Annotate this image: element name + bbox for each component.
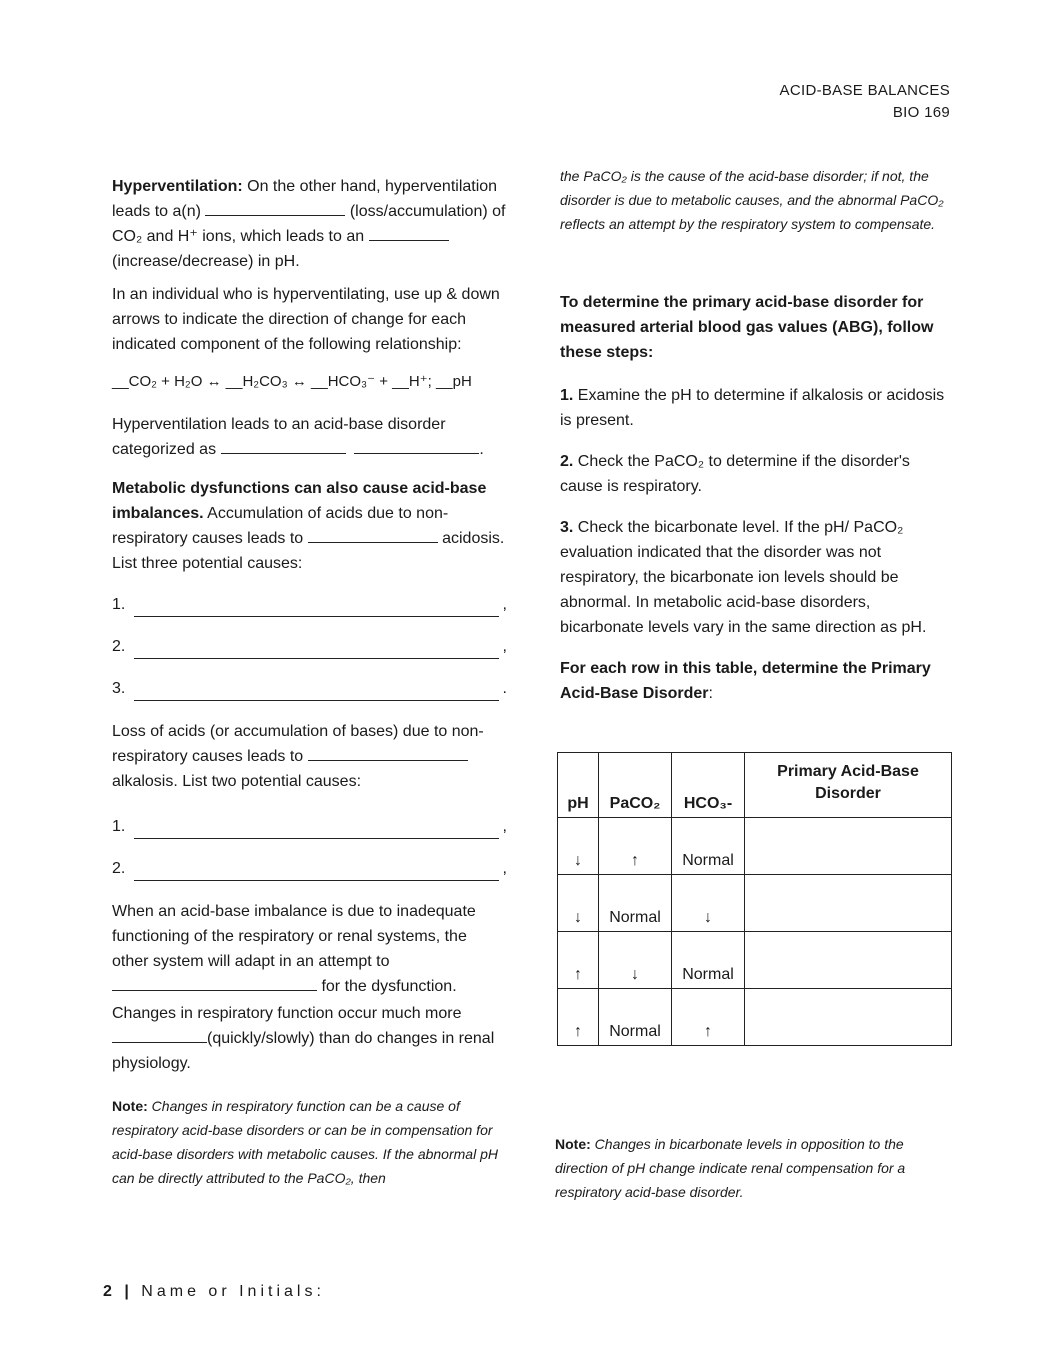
doc-title: ACID-BASE BALANCES xyxy=(779,82,950,99)
hyperventilation-paragraph: Hyperventilation: On the other hand, hyperventilation leads to a(n) (loss/accumulation) of CO₂ and H⁺ ions, which leads to an (increase/decrease) in pH. xyxy=(112,178,506,270)
disorder-answer-cell[interactable] xyxy=(745,989,952,1046)
alkalosis-paragraph: Loss of acids (or accumulation of bases) due to non-respiratory causes leads to alkalosis. List two potential causes: xyxy=(112,723,484,790)
increase-decrease-blank[interactable] xyxy=(369,226,449,241)
table-header-row xyxy=(558,753,952,818)
disorder-answer-cell[interactable] xyxy=(745,875,952,932)
disorder-answer-cell[interactable] xyxy=(745,818,952,875)
list-item[interactable]: 3. . xyxy=(112,676,507,701)
page-footer: 2 | Name or Initials: xyxy=(103,1283,325,1300)
right-column xyxy=(560,164,950,706)
steps-heading: To determine the primary acid-base disorder for measured arterial blood gas values (ABG), follow these steps: xyxy=(560,294,934,361)
note-continued: the PaCO₂ is the cause of the acid-base disorder; if not, the disorder is due to metabolic causes, and the abnormal PaCO₂ reflects an attempt by the respiratory system to compensate. xyxy=(560,168,944,232)
table-row: ↓ Normal ↓ xyxy=(558,875,952,932)
table-instruction: For each row in this table, determine the Primary Acid-Base Disorder: xyxy=(560,660,931,702)
table-row: ↑ ↓ Normal xyxy=(558,932,952,989)
category-blank-1[interactable] xyxy=(221,439,346,454)
changes-paragraph: Changes in respiratory function occur much more (quickly/slowly) than do changes in renal physiology. xyxy=(112,1005,495,1072)
step-2: 2. Check the PaCO₂ to determine if the disorder's cause is respiratory. xyxy=(560,453,910,495)
compensation-paragraph: When an acid-base imbalance is due to inadequate functioning of the respiratory or renal systems, the other system will adapt in an attempt to for the dysfunction. xyxy=(112,903,476,995)
course-code: BIO 169 xyxy=(892,104,950,121)
header-ph: pH xyxy=(558,753,599,818)
step-3: 3. Check the bicarbonate level. If the pH/ PaCO₂ evaluation indicated that the disorder was not respiratory, the bicarbonate ion levels should be abnormal. In metabolic acid-base disorders, bicarbonate levels vary in the same direction as pH. xyxy=(560,519,927,636)
list-item[interactable]: 1. , xyxy=(112,592,507,617)
table-row: ↑ Normal ↑ xyxy=(558,989,952,1046)
table-row: ↓ ↑ Normal xyxy=(558,818,952,875)
name-initials-label: Name or Initials: xyxy=(141,1283,325,1300)
acidosis-causes-list xyxy=(112,592,507,701)
list-item[interactable]: 2. , xyxy=(112,634,507,659)
alkalosis-causes-list xyxy=(112,814,507,881)
alkalosis-type-blank[interactable] xyxy=(308,746,468,761)
category-blank-2[interactable] xyxy=(354,439,479,454)
metabolic-paragraph: Metabolic dysfunctions can also cause acid-base imbalances. Accumulation of acids due to non-respiratory causes leads to acidosis. List three potential causes: xyxy=(112,480,505,572)
list-item[interactable]: 2. , xyxy=(112,856,507,881)
step-1: 1. Examine the pH to determine if alkalosis or acidosis is present. xyxy=(560,387,945,429)
acidosis-type-blank[interactable] xyxy=(308,528,438,543)
header-hco3: HCO₃- xyxy=(672,753,745,818)
header-paco2: PaCO₂ xyxy=(599,753,672,818)
page-number: 2 xyxy=(103,1283,116,1300)
left-note: Note: Changes in respiratory function can be a cause of respiratory acid-base disorders or can be in compensation for acid-base disorders with metabolic causes. If the abnormal pH can be directly attributed to the PaCO₂, then xyxy=(112,1098,498,1186)
disorder-answer-cell[interactable] xyxy=(745,932,952,989)
right-note: Note: Changes in bicarbonate levels in opposition to the direction of pH change indicate renal compensation for a respiratory acid-base disorder. xyxy=(555,1136,906,1200)
page-header xyxy=(780,80,950,124)
hyperventilation-label: Hyperventilation: xyxy=(112,178,243,195)
list-item[interactable]: 1. , xyxy=(112,814,507,839)
equation: __CO₂ + H₂O ↔ __H₂CO₃ ↔ __HCO₃⁻ + __H⁺; __pH xyxy=(112,373,472,390)
abg-table xyxy=(557,752,952,1046)
compensate-blank[interactable] xyxy=(112,976,317,991)
loss-accumulation-blank[interactable] xyxy=(205,201,345,216)
header-primary-disorder: Primary Acid-Base Disorder xyxy=(745,753,952,818)
categorized-paragraph: Hyperventilation leads to an acid-base disorder categorized as . xyxy=(112,416,484,458)
arrows-instruction: In an individual who is hyperventilating, use up & down arrows to indicate the direction of change for each indicated component of the following relationship: xyxy=(112,286,500,353)
quickly-slowly-blank[interactable] xyxy=(112,1028,207,1043)
left-column xyxy=(112,174,507,1190)
